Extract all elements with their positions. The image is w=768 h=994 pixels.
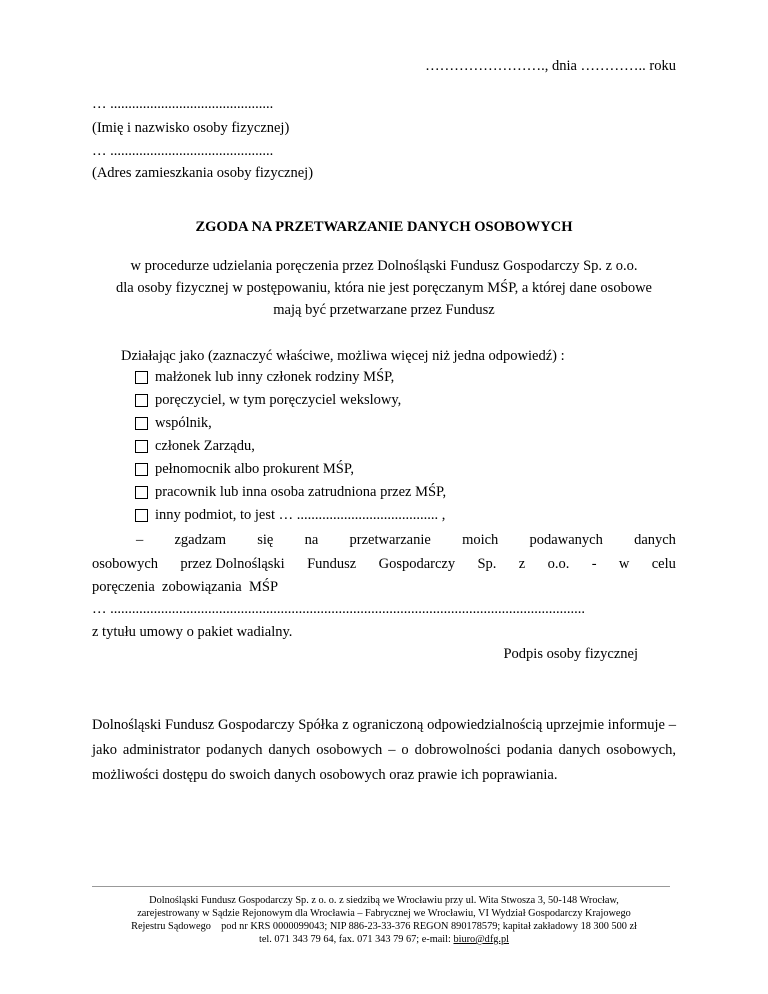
footer-line-2: zarejestrowany w Sądzie Rejonowym dla Wrocławia – Fabrycznej we Wrocławiu, VI Wydział Gospodarczy Krajowego: [137, 908, 631, 919]
subtitle-line-2: dla osoby fizycznej w postępowaniu, która nie jest poręczanym MŚP, a której dane osobowe: [116, 280, 652, 296]
consent-line-1: [136, 532, 676, 549]
checkbox[interactable]: [135, 440, 148, 453]
option-row[interactable]: [135, 506, 445, 524]
options-intro: Działając jako (zaznaczyć właściwe, możliwa więcej niż jedna odpowiedź) :: [121, 348, 565, 364]
signature-label: Podpis osoby fizycznej: [503, 646, 638, 662]
checkbox[interactable]: [135, 509, 148, 522]
consent-word: o.o.: [547, 556, 570, 572]
consent-word: Fundusz: [307, 556, 357, 572]
subtitle-line-1: w procedurze udzielania poręczenia przez Dolnośląski Fundusz Gospodarczy Sp. z o.o.: [130, 258, 638, 274]
option-label: pełnomocnik albo prokurent MŚP,: [155, 460, 354, 477]
email-link[interactable]: biuro@dfg.pl: [453, 934, 509, 945]
checkbox[interactable]: [135, 463, 148, 476]
footer-divider: [92, 886, 670, 887]
address-dots: … .............................................: [92, 143, 274, 159]
consent-word: celu: [651, 556, 676, 572]
consent-word: na: [304, 532, 319, 548]
consent-word: w: [618, 556, 630, 572]
name-label: (Imię i nazwisko osoby fizycznej): [92, 120, 290, 136]
consent-word: –: [136, 532, 144, 548]
consent-line-3: poręczenia zobowiązania MŚP: [92, 579, 279, 595]
consent-line-5: z tytułu umowy o pakiet wadialny.: [92, 624, 293, 640]
name-dots: … .............................................: [92, 96, 274, 112]
consent-word: Gospodarczy: [378, 556, 456, 572]
option-label: członek Zarządu,: [155, 437, 255, 454]
checkbox[interactable]: [135, 486, 148, 499]
info-paragraph: [92, 713, 676, 788]
footer-line-1: Dolnośląski Fundusz Gospodarczy Sp. z o. o. z siedzibą we Wrocławiu przy ul. Wita Stwosza 3, 50-148 Wrocław,: [149, 895, 619, 906]
option-label: wspólnik,: [155, 414, 212, 431]
footer-line-3: Rejestru Sądowego pod nr KRS 0000099043; NIP 886-23-33-376 REGON 890178579; kapitał zakładowy 18 300 500 zł: [131, 921, 637, 932]
option-label: inny podmiot, to jest … ....................................... ,: [155, 506, 446, 523]
option-row[interactable]: [135, 460, 354, 478]
consent-word: z: [518, 556, 526, 572]
consent-word: -: [591, 556, 597, 572]
consent-word: Sp.: [477, 556, 497, 572]
consent-word: przez Dolnośląski: [180, 556, 285, 572]
date-line: ……………………., dnia ………….. roku: [425, 58, 676, 74]
checkbox[interactable]: [135, 394, 148, 407]
consent-word: zgadzam: [174, 532, 227, 548]
subtitle-line-3: mają być przetwarzane przez Fundusz: [273, 302, 495, 318]
option-row[interactable]: [135, 483, 446, 501]
option-row[interactable]: [135, 391, 401, 409]
consent-word: osobowych: [92, 556, 159, 572]
checkbox[interactable]: [135, 417, 148, 430]
consent-line-2: [92, 556, 676, 573]
consent-word: się: [257, 532, 274, 548]
consent-word: przetwarzanie: [349, 532, 431, 548]
option-label: poręczyciel, w tym poręczyciel wekslowy,: [155, 391, 402, 408]
consent-word: danych: [634, 532, 676, 548]
footer-contact: tel. 071 343 79 64, fax. 071 343 79 67; e-mail:: [258, 934, 454, 945]
checkbox[interactable]: [135, 371, 148, 384]
option-label: małżonek lub inny członek rodziny MŚP,: [155, 368, 395, 385]
consent-word: moich: [462, 532, 499, 548]
option-row[interactable]: [135, 437, 255, 455]
footer-line-4: [0, 933, 768, 946]
document-title: ZGODA NA PRZETWARZANIE DANYCH OSOBOWYCH: [195, 219, 573, 235]
consent-dots: … ...................................................................................................................................: [92, 601, 585, 617]
consent-word: podawanych: [529, 532, 603, 548]
address-label: (Adres zamieszkania osoby fizycznej): [92, 165, 314, 181]
info-text: Dolnośląski Fundusz Gospodarczy Spółka z ograniczoną odpowiedzialnością uprzejmie informuje – jako administrator podanych danych osobowych – o dobrowolności podania danych osobowych, możliwości dostępu do swoich danych osobowych oraz prawie ich poprawiania.: [92, 717, 676, 783]
option-label: pracownik lub inna osoba zatrudniona przez MŚP,: [155, 483, 447, 500]
option-row[interactable]: [135, 368, 394, 386]
option-row[interactable]: [135, 414, 212, 432]
